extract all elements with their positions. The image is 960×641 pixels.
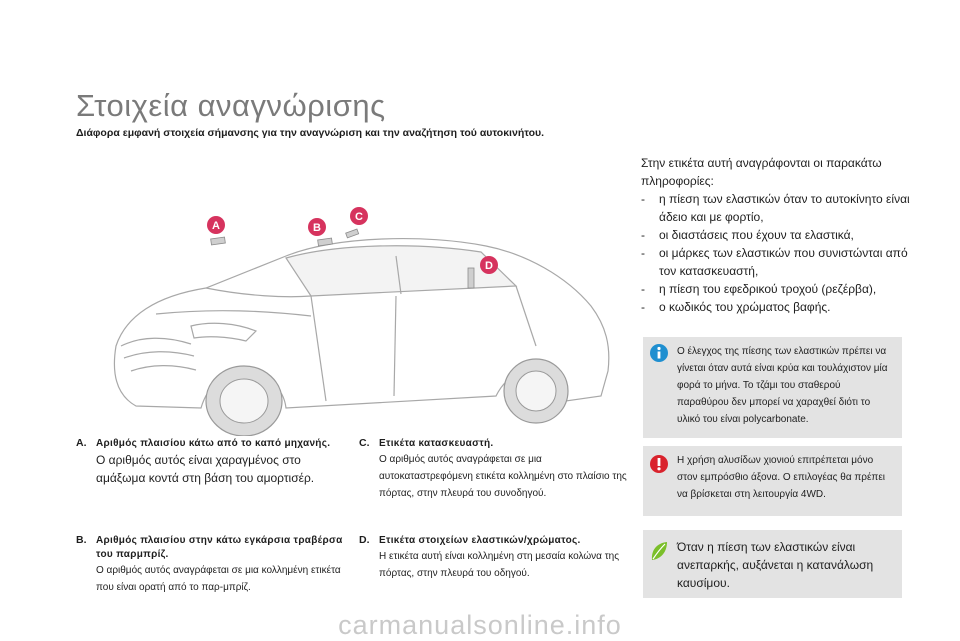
section-d (359, 534, 634, 582)
eco-note-text: Όταν η πίεση των ελαστικών είναι ανεπαρκής, αυξάνεται η κατανάλωση καυσίμου. (677, 540, 874, 590)
leaf-icon (649, 540, 669, 564)
intro-list (641, 190, 926, 316)
section-body: Ο αριθμός αυτός είναι χαραγμένος στο αμάξωμα κοντά στη βάση του αμορτισέρ. (96, 453, 315, 485)
section-letter: C. (359, 437, 370, 449)
page-subtitle: Διάφορα εμφανή στοιχεία σήμανσης για την αναγνώριση και την αναζήτηση τού αυτοκινήτου. (76, 127, 545, 139)
section-body: Ο αριθμός αυτός αναγράφεται σε μια κολλημένη ετικέτα που είναι ορατή από το παρ-μπρίζ. (96, 565, 341, 593)
svg-text:A: A (212, 220, 220, 232)
svg-text:B: B (313, 222, 321, 234)
intro-block (641, 154, 926, 316)
marker-c (350, 207, 368, 225)
section-body: Ο αριθμός αυτός αναγράφεται σε μια αυτοκαταστρεφόμενη ετικέτα κολλημένη στο πλαίσιο της πόρτας, στην πλευρά του συνοδηγού. (379, 454, 627, 499)
marker-d (480, 256, 498, 274)
list-item: - οι μάρκες των ελαστικών που συνιστώνται από τον κατασκευαστή, (641, 244, 926, 280)
section-letter: B. (76, 534, 87, 546)
svg-text:C: C (355, 211, 363, 223)
section-c (359, 437, 634, 502)
list-item: - η πίεση του εφεδρικού τροχού (ρεζέρβα), (641, 280, 926, 298)
section-body: Η ετικέτα αυτή είναι κολλημένη στη μεσαία κολώνα της πόρτας, στην πλευρά του οδηγού. (379, 551, 620, 579)
section-b (76, 534, 346, 596)
marker-a (207, 216, 225, 234)
page-title: Στοιχεία αναγνώρισης (76, 88, 386, 123)
warning-note-text: Η χρήση αλυσίδων χιονιού επιτρέπεται μόνο στον εμπρόσθιο άξονα. Ο επιλογέας θα πρέπει να βρίσκεται στη λειτουργία 4WD. (677, 455, 886, 500)
warning-icon (649, 454, 669, 474)
section-letter: A. (76, 437, 87, 449)
section-heading: Αριθμός πλαισίου στην κάτω εγκάρσια τραβέρσα του παρμπρίζ. (96, 535, 343, 560)
section-heading: Ετικέτα στοιχείων ελαστικών/χρώματος. (379, 535, 581, 546)
list-item: - η πίεση των ελαστικών όταν το αυτοκίνητο είναι άδειο και με φορτίο, (641, 190, 926, 226)
intro-lead: Στην ετικέτα αυτή αναγράφονται οι παρακάτω πληροφορίες: (641, 156, 882, 188)
info-icon (649, 343, 669, 363)
section-heading: Αριθμός πλαισίου κάτω από το καπό μηχανής. (96, 438, 331, 449)
eco-note-box (643, 530, 902, 598)
watermark: carmanualsonline.info (338, 610, 622, 640)
section-a (76, 437, 346, 487)
warning-note-box (643, 446, 902, 516)
list-item: - οι διαστάσεις που έχουν τα ελαστικά, (641, 226, 926, 244)
list-item: - ο κωδικός του χρώματος βαφής. (641, 298, 926, 316)
svg-text:D: D (485, 260, 493, 272)
section-heading: Ετικέτα κατασκευαστή. (379, 438, 494, 449)
marker-b (308, 218, 326, 236)
info-note-box (643, 337, 902, 438)
section-letter: D. (359, 534, 370, 546)
car-illustration (96, 196, 626, 436)
info-note-text: Ο έλεγχος της πίεσης των ελαστικών πρέπει να γίνεται όταν αυτά είναι κρύα και τουλάχιστον μία φορά το μήνα. Το τζάμι του σταθερού παραθύρου δεν μπορεί να χαραχθεί διότι το υλικό του είναι polycarbonate. (677, 346, 888, 425)
